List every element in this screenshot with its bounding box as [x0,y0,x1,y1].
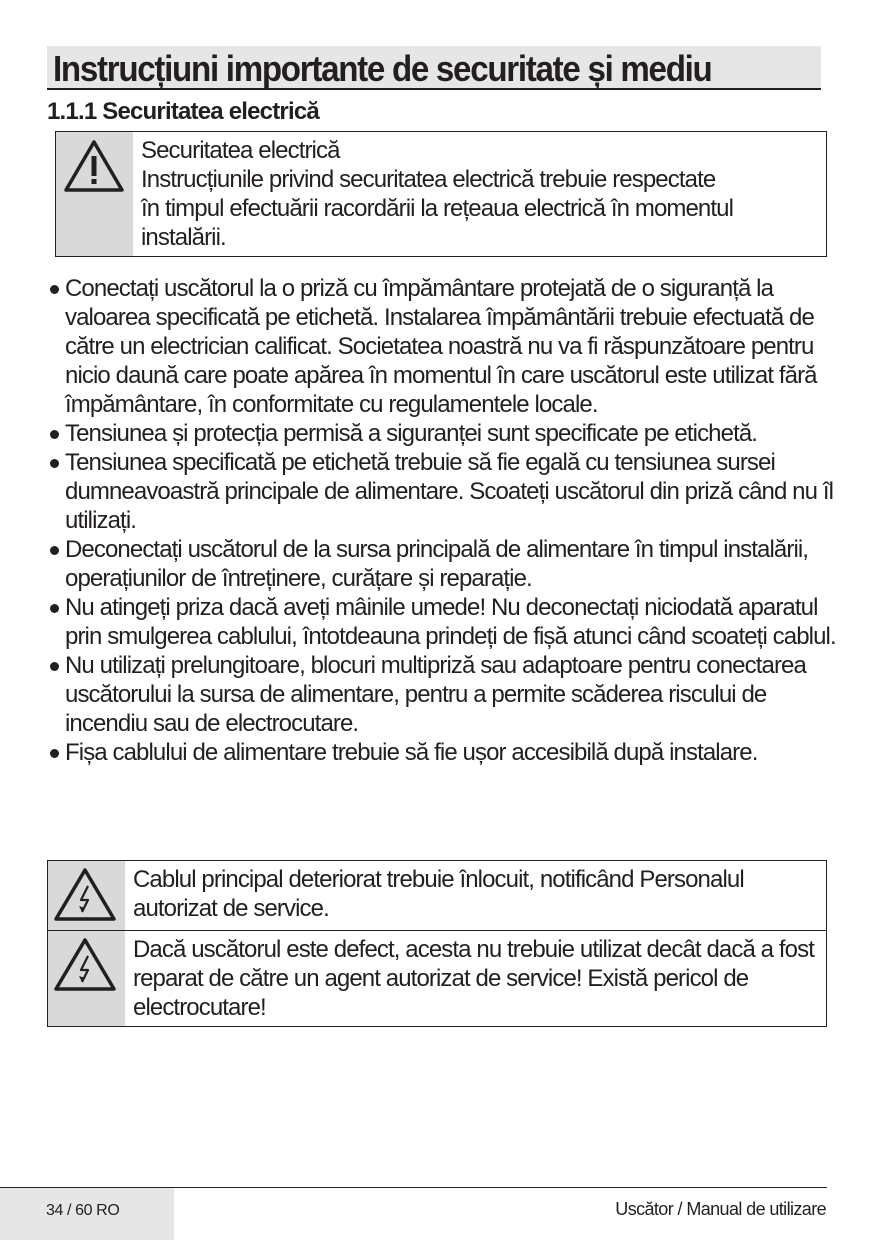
footer-page-box [0,1188,174,1240]
list-item: Conectați uscătorul la o priză cu împământare protejată de o siguranță la valoarea specificată pe etichetă. Instalarea împământării trebuie efectuată de către un electrician calificat. Societatea noastră nu va fi răspunzătoare pentru nicio daună care poate apărea în momentul în care uscătorul este utilizat fără împământare, în conformitate cu regulamentele locale. [47,274,837,419]
electric-warning-row [48,931,826,1026]
warning-line: în timpul efectuării racordării la rețeaua electrică în momentul [141,195,734,222]
electric-hazard-icon [52,866,118,922]
list-item: Deconectați uscătorul de la sursa principală de alimentare în timpul instalării, operațiunilor de întreținere, curățare și reparație. [47,535,837,593]
page-title-bar [47,46,821,90]
warning-text [141,136,818,252]
warning-line: Instrucțiunile privind securitatea electrică trebuie respectate [141,166,716,193]
list-item: Tensiunea specificată pe etichetă trebuie să fie egală cu tensiunea sursei dumneavoastră principale de alimentare. Scoateți uscătorul din priză când nu îl utilizați. [47,448,837,535]
list-item: Nu utilizați prelungitoare, blocuri multipriză sau adaptoare pentru conectarea uscătorului la sursa de alimentare, pentru a permite scăderea riscului de incendiu sau de electrocutare. [47,651,837,738]
list-item: Tensiunea și protecția permisă a siguranței sunt specificate pe etichetă. [47,419,837,448]
list-item: Fișa cablului de alimentare trebuie să fie ușor accesibilă după instalare. [47,738,837,767]
electric-icon-cell [48,861,125,930]
electric-hazard-icon [52,936,118,992]
warning-line: Securitatea electrică [141,137,340,164]
safety-warning-box [55,131,827,257]
manual-title: Uscător / Manual de utilizare [615,1199,826,1219]
warning-icon-cell [56,132,133,256]
warning-triangle-icon [62,138,126,194]
section-heading: 1.1.1 Securitatea electrică [47,98,319,125]
electric-icon-cell [48,931,125,1026]
electric-warning-row [48,861,826,931]
electric-warning-text: Dacă uscătorul este defect, acesta nu trebuie utilizat decât dacă a fost reparat de către un agent autorizat de service! Există pericol de electrocutare! [133,936,814,1021]
page-title: Instrucțiuni importante de securitate și mediu [53,48,712,89]
electric-warnings-table [47,860,827,1027]
warning-line: instalării. [141,224,226,251]
page-number: 34 / 60 RO [46,1202,120,1219]
list-item: Nu atingeți priza dacă aveți mâinile umede! Nu deconectați niciodată aparatul prin smulgerea cablului, întotdeauna prindeți de fișă atunci când scoateți cablul. [47,593,837,651]
safety-bullet-list [47,274,837,767]
electric-warning-text: Cablul principal deteriorat trebuie înlocuit, notificând Personalul autorizat de service. [133,866,744,922]
